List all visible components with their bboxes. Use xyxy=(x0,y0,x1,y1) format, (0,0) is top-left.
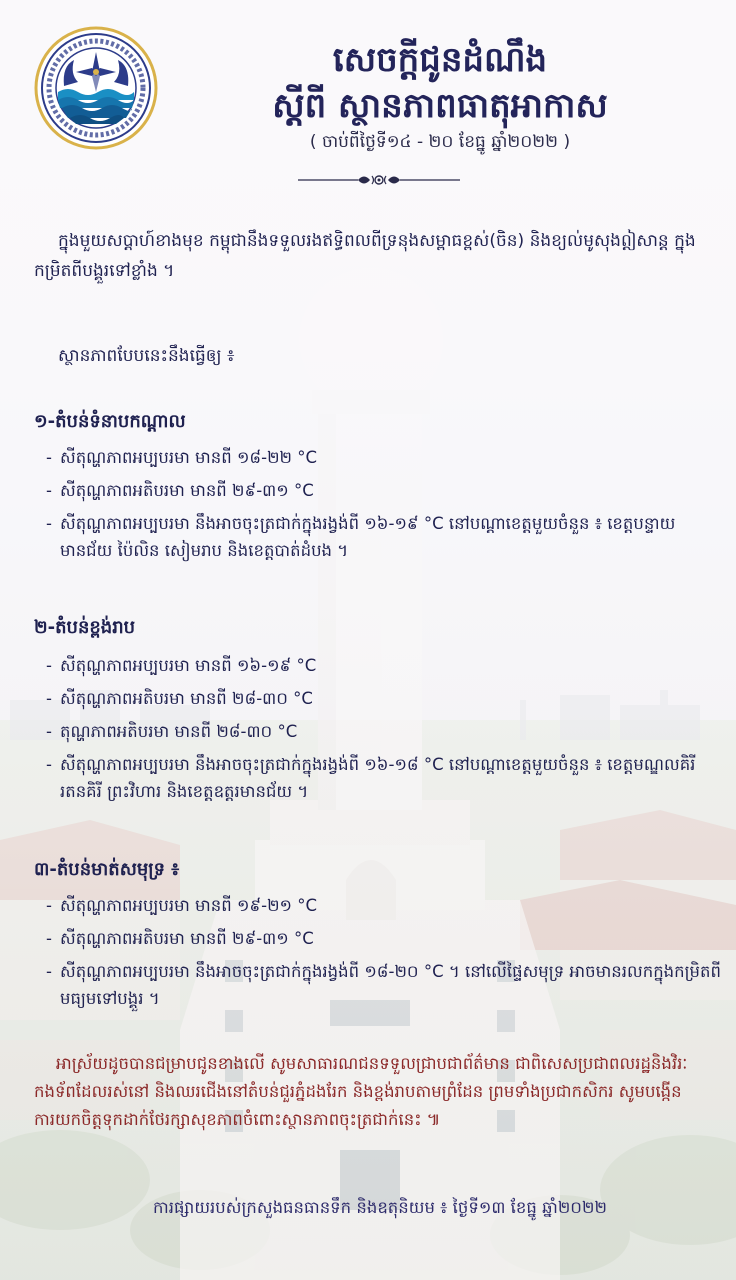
section-list-plateau xyxy=(44,652,724,811)
intro-paragraph: ក្នុងមួយសប្តាហ៍ខាងមុខ កម្ពុជានឹងទទួលរងឥទ្ធិពលពីទ្រនុងសម្ពាធខ្ពស់(ចិន) និងខ្យល់មូសុងឦសាន្ត ក្នុងកម្រិតពីបង្គួរទៅខ្លាំង ។ xyxy=(34,231,696,281)
lead-text: ស្ថានភាពបែបនេះនឹងធ្វើឲ្យ ៖ xyxy=(58,346,235,366)
date-range: ( ចាប់ពីថ្ងៃទី១៤ - ២០ ខែធ្នូ ឆ្នាំ២០២២ ) xyxy=(309,132,571,152)
section-list-coastal xyxy=(44,892,724,1018)
list-item: - សីតុណ្ហភាពអប្បបរមា មានពី ១៨-២២ °C xyxy=(46,448,318,467)
list-item: - សីតុណ្ហភាពអប្បបរមា មានពី ១៦-១៩ °C xyxy=(46,656,317,675)
section-heading-central-plain: ១-តំបន់ទំនាបកណ្តាល xyxy=(34,411,186,432)
divider-ornament-icon xyxy=(298,170,460,190)
ministry-logo-icon xyxy=(34,26,158,150)
list-item: - សីតុណ្ហភាពអតិបរមា មានពី ២៩-៣១ °C xyxy=(46,481,314,500)
section-heading-plateau: ២-តំបន់ខ្ពង់រាប xyxy=(34,617,136,638)
list-item: - សីតុណ្ហភាពអប្បបរមា នឹងអាចចុះត្រជាក់ក្នុងរង្វង់ពី ១៦-១៩ °C នៅបណ្តាខេត្តមួយចំនួន ៖ ខេត្តបន្ទាយមានជ័យ ប៉ៃលិន សៀមរាប និងខេត្តបាត់ដំបង ។ xyxy=(46,514,676,560)
publication-footer: ការផ្សាយរបស់ក្រសួងធនធានទឹក និងឧតុនិយម ៖ ថ្ងៃទី១៣ ខែធ្នូ ឆ្នាំ២០២២ xyxy=(153,1198,607,1217)
list-item: - សីតុណ្ហភាពអតិបរមា មានពី ២៩-៣១ °C xyxy=(46,929,314,948)
list-item: - សីតុណ្ហភាពអប្បបរមា នឹងអាចចុះត្រជាក់ក្នុងរង្វង់ពី ១៦-១៨ °C នៅបណ្តាខេត្តមួយចំនួន ៖ ខេត្តមណ្ឌលគិរី រតនគិរី ព្រះវិហារ និងខេត្តឧត្តរមានជ័យ ។ xyxy=(46,755,696,801)
section-heading-coastal: ៣-តំបន់មាត់សមុទ្រ ៖ xyxy=(34,859,180,880)
page-subtitle: ស្តីពី ស្ថានភាពធាតុអាកាស xyxy=(272,86,608,126)
page-title: សេចក្តីជូនដំណឹង xyxy=(332,40,548,80)
list-item: - សីតុណ្ហភាពអតិបរមា មានពី ២៨-៣០ °C xyxy=(46,689,313,708)
list-item: - សីតុណ្ហភាពអប្បបរមា នឹងអាចចុះត្រជាក់ក្នុងរង្វង់ពី ១៨-២០ °C ។ នៅលើផ្ទៃសមុទ្រ អាចមានរលកក្នុងកម្រិតពីមធ្យមទៅបង្គួរ ។ xyxy=(46,962,721,1008)
list-item: - តុណ្ហភាពអតិបរមា មានពី ២៨-៣០ °C xyxy=(46,722,298,741)
list-item: - សីតុណ្ហភាពអប្បបរមា មានពី ១៩-២១ °C xyxy=(46,896,318,915)
section-list-central-plain xyxy=(44,444,724,570)
advice-paragraph: អាស្រ័យដូចបានជម្រាបជូនខាងលើ សូមសាធារណជនទទួលជ្រាបជាព័ត៌មាន ជាពិសេសប្រជាពលរដ្ឋនិងវិរៈកងទ័ពដែលរស់នៅ និងឈរជើងនៅតំបន់ជួរភ្នំដងរែក និងខ្ពង់រាបតាមព្រំដែន ព្រមទាំងប្រជាកសិករ សូមបង្កើនការយកចិត្តទុកដាក់ថែរក្សាសុខភាពចំពោះស្ថានភាពចុះត្រជាក់នេះ ៕ xyxy=(34,1054,688,1129)
